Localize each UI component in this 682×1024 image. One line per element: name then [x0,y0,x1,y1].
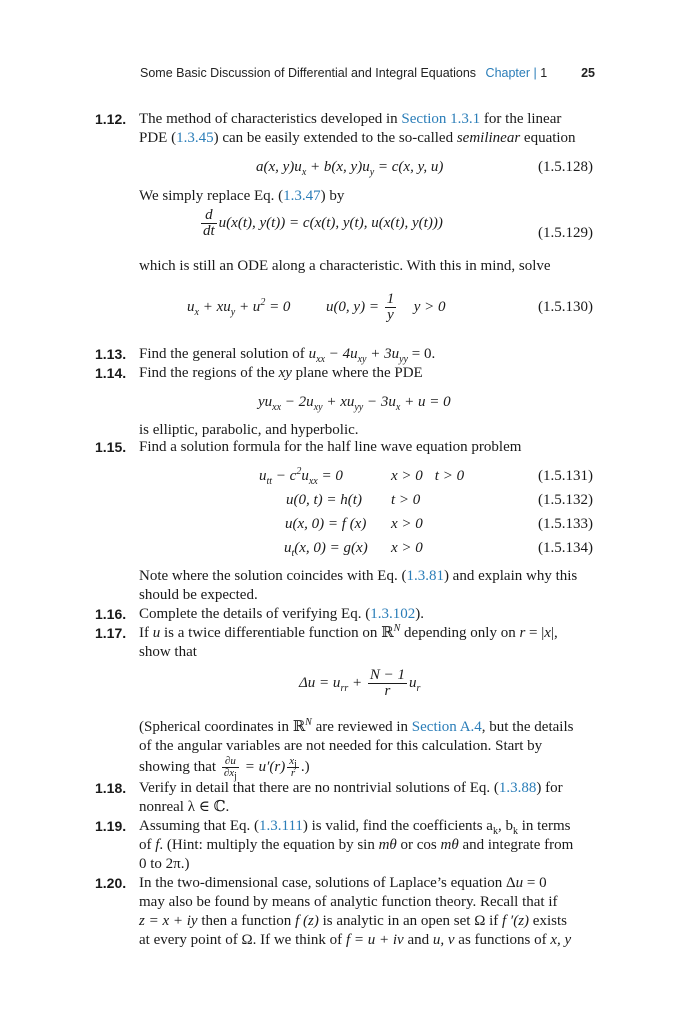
equation-number: (1.5.128) [538,159,593,175]
equation-1-5-128: a(x, $y)u_x + b(x$, $y)u_y = c(x$, y, u) [256,159,444,178]
running-header [140,66,595,80]
header-separator: | [533,66,537,80]
problem-1-14-text: Find the regions of the xy plane where the PDE [139,365,423,381]
problem-number-1-15: 1.15. [95,439,127,455]
problem-number-1-17: 1.17. [95,625,127,641]
equation-link[interactable]: 1.3.47 [283,188,321,204]
equation-link[interactable]: 1.3.88 [498,780,537,796]
problem-1-19-line-2: of f. (Hint: multiply the equation by sin mθ or cos mθ and integrate from [139,837,574,853]
equation-link[interactable]: 1.3.102 [370,606,416,622]
problem-1-18-line-1: Verify in detail that there are no nontrivial solutions of Eq. (1.3.88) for [139,780,563,796]
problem-number-1-19: 1.19. [95,818,127,834]
problem-1-19-line-1: Assuming that Eq. (1.3.111) is valid, find the coefficients $a_k$, $b_k$ in terms [139,818,571,837]
equation-1-5-129: $\frac{d}{dt}$ u(x(t), y(t)) = c(x(t), y(t), u(x(t), y(t))) [203,207,443,239]
condition: x > 0 [391,516,423,532]
condition: x > 0 t > 0 [391,468,465,484]
chapter-label: Chapter [485,66,531,80]
equation-link[interactable]: 1.3.45 [176,130,214,146]
equation-1-5-130: $u_x + xu_y + u^2 = 0$ u(0, y) = $\frac{1}{y}$ y > 0 [187,291,446,323]
problem-1-19-line-3: 0 to 2π.) [139,856,190,872]
running-title: Some Basic Discussion of Differential and Integral Equations [140,66,477,80]
problem-1-17-line-3: (Spherical coordinates in ℝ$^N$ are reviewed in Section A.4, but the details [139,717,574,735]
laplacian-equation: $\Delta u = u_{rr}$ + $\frac{N - 1}{r}$ $u_r$ [299,667,421,699]
problem-number-1-20: 1.20. [95,875,127,891]
problem-1-14-after: is elliptic, parabolic, and hyperbolic. [139,422,359,438]
problem-1-16-text: Complete the details of verifying Eq. (1.3.102). [139,606,424,622]
equation-number: (1.5.131) [538,468,593,484]
problem-number-1-14: 1.14. [95,365,127,381]
problem-1-12-line-1: The method of characteristics developed in Section 1.3.1 for the linear [139,111,562,127]
problem-1-17-line-4: of the angular variables are not needed for this calculation. Start by [139,738,543,754]
equation-number: (1.5.130) [538,299,593,315]
problem-1-20-line-1: In the two-dimensional case, solutions of Laplace’s equation Δu = 0 [139,875,547,891]
equation-number: (1.5.129) [538,225,593,241]
problem-number-1-13: 1.13. [95,346,127,362]
problem-1-12-line-3: We simply replace Eq. (1.3.47) by [139,188,345,204]
equation-1-5-132: u(0, t) = h(t) [286,492,362,508]
chapter-number: 1 [540,66,548,80]
page-number: 25 [581,66,595,80]
problem-1-13-text: Find the general solution of $u_{xx} - 4u_{xy} + 3u_{yy} = 0$. [139,346,436,365]
problem-1-15-text: Find a solution formula for the half line wave equation problem [139,439,522,455]
problem-1-17-line-5: showing that $\frac{\partial u}{\partial x_j}$ = u′(r) $\frac{x_j}{r}$ .) [139,755,310,783]
condition: x > 0 [391,540,423,556]
equation-number: (1.5.132) [538,492,593,508]
problem-1-20-line-2: may also be found by means of analytic function theory. Recall that if [139,894,558,910]
equation-number: (1.5.133) [538,516,593,532]
problem-1-20-line-3: z = x + iy then a function f (z) is analytic in an open set Ω if f ′(z) exists [139,913,567,929]
problem-1-15-note-2: should be expected. [139,587,258,603]
condition: t > 0 [391,492,421,508]
section-link[interactable]: Section 1.3.1 [401,111,481,127]
equation-1-5-133: u(x, 0) = f (x) [285,516,367,532]
problem-1-18-line-2: nonreal λ ∈ ℂ. [139,799,230,815]
equation-1-5-134: $u_t(x$, 0) = g(x) [284,540,368,559]
equation-number: (1.5.134) [538,540,593,556]
problem-1-12-line-4: which is still an ODE along a characteristic. With this in mind, solve [139,258,551,274]
problem-number-1-16: 1.16. [95,606,127,622]
section-link[interactable]: Section A.4 [411,719,482,735]
problem-1-15-note-1: Note where the solution coincides with Eq. (1.3.81) and explain why this [139,568,578,584]
equation-link[interactable]: 1.3.111 [259,818,303,834]
problem-number-1-12: 1.12. [95,111,127,127]
problem-1-20-line-4: at every point of Ω. If we think of f = u + iv and u, v as functions of x, y [139,932,572,948]
equation-link[interactable]: 1.3.81 [406,568,444,584]
problem-1-12-line-2: PDE (1.3.45) can be easily extended to the so-called semilinear equation [139,130,576,146]
equation-1-5-131: $u_{tt} - c^2u_{xx} = 0$ [259,466,343,487]
problem-1-17-line-1: If u is a twice differentiable function on ℝ$^N$ depending only on r = |x|, [139,623,558,641]
problem-1-17-line-2: show that [139,644,197,660]
problem-number-1-18: 1.18. [95,780,127,796]
pde-equation: $yu_{xx} - 2u_{xy} + xu_{yy} - 3u_x + u = 0$ [258,394,451,413]
